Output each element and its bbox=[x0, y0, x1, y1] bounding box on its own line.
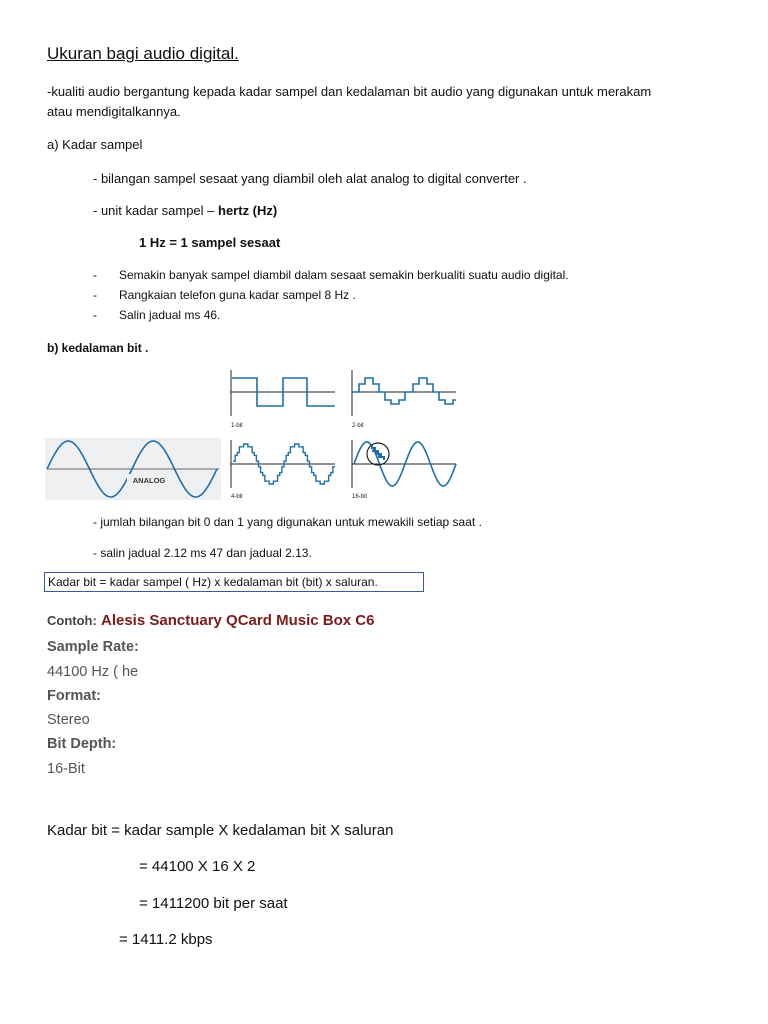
intro-line-1: -kualiti audio bergantung kepada kadar sampel dan kedalaman bit audio yang digunakan untuk merakam bbox=[47, 84, 652, 99]
calc-step-3: = 1411.2 kbps bbox=[119, 931, 213, 948]
example-label: Contoh: bbox=[47, 613, 97, 628]
example-product-title: Alesis Sanctuary QCard Music Box C6 bbox=[101, 612, 375, 629]
section-a-item-2 bbox=[93, 203, 277, 218]
section-a-item-1: - bilangan sampel sesaat yang diambil oleh alat analog to digital converter . bbox=[93, 171, 527, 186]
formula-text: Kadar bit = kadar sampel ( Hz) x kedalaman bit (bit) x saluran. bbox=[48, 575, 378, 589]
calc-step-1: = 44100 X 16 X 2 bbox=[139, 858, 256, 875]
spec-value-format: Stereo bbox=[47, 712, 90, 728]
section-b-heading: b) kedalaman bit . bbox=[47, 341, 149, 355]
bullet-text: Rangkaian telefon guna kadar sampel 8 Hz . bbox=[119, 288, 356, 302]
spec-value-bit-depth: 16-Bit bbox=[47, 761, 85, 777]
spec-label-bit-depth: Bit Depth: bbox=[47, 736, 117, 752]
four-bit-label: 4-bit bbox=[231, 494, 243, 500]
spec-label-sample-rate: Sample Rate: bbox=[47, 639, 139, 655]
section-a-heading: a) Kadar sampel bbox=[47, 137, 143, 152]
two-bit-step-wave bbox=[353, 378, 456, 404]
intro-line-2: atau mendigitalkannya. bbox=[47, 104, 181, 119]
four-bit-panel bbox=[231, 440, 335, 500]
hertz-unit: hertz (Hz) bbox=[218, 203, 278, 218]
section-b-item-1: - jumlah bilangan bit 0 dan 1 yang digunakan untuk mewakili setiap saat . bbox=[93, 515, 482, 529]
hz-equation: 1 Hz = 1 sampel sesaat bbox=[139, 235, 281, 250]
bullet-dash: - bbox=[93, 268, 97, 282]
calc-formula: Kadar bit = kadar sample X kedalaman bit X saluran bbox=[47, 822, 394, 839]
two-bit-panel bbox=[352, 370, 456, 429]
calc-step-2: = 1411200 bit per saat bbox=[139, 895, 288, 912]
bullet-item bbox=[93, 268, 569, 282]
analog-label: ANALOG bbox=[132, 476, 166, 485]
bullet-item bbox=[93, 308, 220, 322]
bullet-text: Semakin banyak sampel diambil dalam sesaat semakin berkualiti suatu audio digital. bbox=[119, 268, 569, 282]
bullet-dash: - bbox=[93, 308, 97, 322]
spec-value-sample-rate: 44100 Hz ( he bbox=[47, 664, 139, 680]
one-bit-panel bbox=[231, 370, 335, 429]
spec-label-format: Format: bbox=[47, 688, 101, 704]
two-bit-label: 2-bit bbox=[352, 423, 364, 429]
bullet-text: Salin jadual ms 46. bbox=[119, 308, 221, 322]
sixteen-bit-label: 16-bit bbox=[352, 494, 368, 500]
section-b-item-2: - salin jadual 2.12 ms 47 dan jadual 2.13. bbox=[93, 546, 312, 560]
bullet-dash: - bbox=[93, 288, 97, 302]
one-bit-label: 1-bit bbox=[231, 423, 243, 429]
section-a-item-2-prefix: - unit kadar sampel – bbox=[93, 203, 219, 218]
analog-panel bbox=[45, 438, 221, 500]
bit-depth-figure bbox=[45, 366, 465, 502]
page-title: Ukuran bagi audio digital. bbox=[47, 44, 239, 63]
sixteen-bit-panel bbox=[352, 440, 456, 500]
bullet-item bbox=[93, 288, 356, 302]
